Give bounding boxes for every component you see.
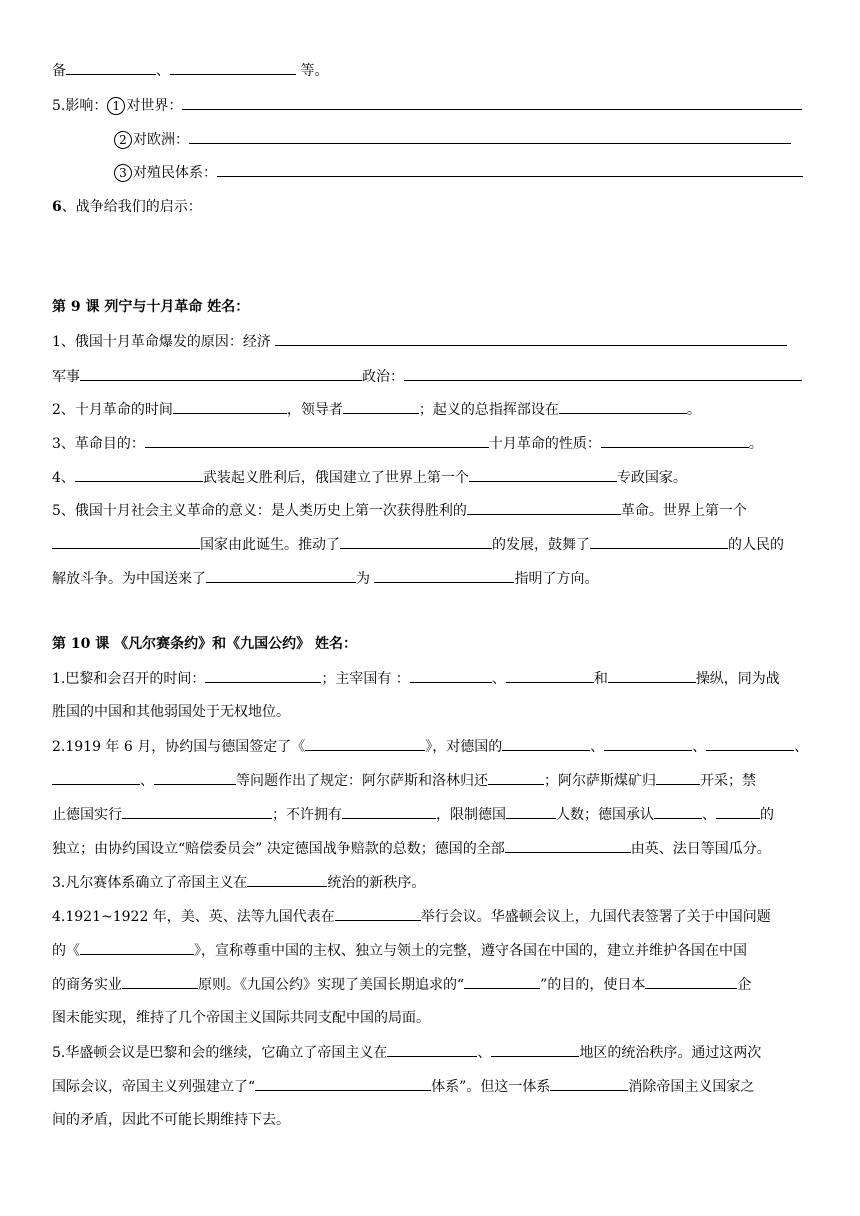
blank[interactable]	[335, 906, 421, 921]
l10-q4c	[52, 974, 812, 995]
blank[interactable]	[80, 940, 194, 955]
blank[interactable]	[404, 366, 802, 381]
text: 、	[140, 773, 154, 789]
lesson9-title: 第 9 课 列宁与十月革命 姓名：	[52, 299, 250, 315]
text: 为	[356, 571, 375, 587]
blank[interactable]	[52, 534, 200, 549]
l10-q1b: 胜国的中国和其他弱国处于无权地位。	[52, 704, 290, 720]
circled-number: 3	[114, 164, 132, 182]
text: 2、十月革命的时间	[52, 402, 173, 418]
blank[interactable]	[491, 1042, 579, 1057]
l10-q2c	[52, 804, 812, 825]
blank[interactable]	[604, 736, 692, 751]
text: 止德国实行	[52, 807, 122, 823]
text: 对欧洲：	[133, 132, 189, 148]
lesson10-title: 第 10 课 《凡尔赛条约》和《九国公约》 姓名：	[52, 636, 357, 652]
text: 原则。《九国公约》实现了美国长期追求的“	[198, 977, 465, 993]
blank[interactable]	[464, 974, 540, 989]
blank[interactable]	[716, 804, 760, 819]
blank[interactable]	[656, 770, 700, 785]
text: 和	[593, 671, 608, 687]
text: 等。	[296, 63, 329, 79]
text: 解放斗争。为中国送来了	[52, 571, 206, 587]
blank[interactable]	[601, 433, 749, 448]
blank[interactable]	[374, 568, 514, 583]
blank[interactable]	[66, 60, 156, 75]
l9-q1b	[52, 366, 812, 387]
blank[interactable]	[189, 129, 791, 144]
text: 。	[748, 436, 763, 452]
blank[interactable]	[170, 60, 296, 75]
blank[interactable]	[182, 95, 802, 110]
text: 、	[702, 807, 716, 823]
text: 1.巴黎和会召开的时间：	[52, 671, 206, 687]
text: 、	[491, 671, 506, 687]
q5-influence-europe	[114, 129, 812, 150]
l10-q4d: 图未能实现，维持了几个帝国主义国际共同支配中国的局面。	[52, 1010, 430, 1026]
text: 6	[52, 199, 62, 215]
l10-q5b	[52, 1076, 812, 1097]
text: 》，对德国的	[425, 739, 503, 755]
blank[interactable]	[145, 433, 489, 448]
text: 、	[477, 1045, 492, 1061]
text: 3.凡尔赛体系确立了帝国主义在	[52, 875, 248, 891]
q5-influence-world	[52, 95, 812, 116]
blank[interactable]	[154, 770, 236, 785]
blank[interactable]	[217, 162, 803, 177]
text: 的商务实业	[52, 977, 122, 993]
text: ；不许拥有	[272, 807, 342, 823]
blank[interactable]	[305, 736, 425, 751]
text: ；起义的总指挥部设在	[418, 402, 559, 418]
blank[interactable]	[387, 1042, 477, 1057]
blank[interactable]	[275, 331, 787, 346]
blank[interactable]	[506, 668, 594, 683]
blank[interactable]	[488, 770, 544, 785]
l9-q1	[52, 331, 812, 352]
text: 体系”。但这一体系	[431, 1079, 551, 1095]
text: 国际会议，帝国主义列强建立了“	[52, 1079, 256, 1095]
text: 、战争给我们的启示：	[61, 199, 202, 215]
circled-number: 1	[107, 97, 125, 115]
l10-q1a	[52, 668, 812, 689]
text: 》，宣称尊重中国的主权、独立与领土的完整，遵守各国在中国的，建立并维护各国在中国	[194, 943, 747, 959]
blank[interactable]	[340, 534, 492, 549]
text: 的发展，鼓舞了	[492, 537, 590, 553]
text: 4.1921~1922 年，美、英、法等九国代表在	[52, 909, 335, 925]
text: 专政国家。	[616, 470, 687, 486]
blank[interactable]	[247, 872, 327, 887]
text: 举行会议。华盛顿会议上，九国代表签署了关于中国问题	[420, 909, 771, 925]
text: 统治的新秩序。	[327, 875, 426, 891]
text: 企	[737, 977, 752, 993]
blank[interactable]	[342, 804, 436, 819]
blank[interactable]	[80, 366, 362, 381]
blank[interactable]	[590, 534, 728, 549]
l9-q5a	[52, 500, 812, 521]
l10-q2d	[52, 838, 812, 859]
text: 3、革命目的：	[52, 436, 145, 452]
blank[interactable]	[467, 500, 621, 515]
l10-q3	[52, 872, 812, 893]
blank[interactable]	[122, 974, 198, 989]
blank[interactable]	[410, 668, 492, 683]
l10-q2b	[52, 770, 812, 791]
text: 2.1919 年 6 月，协约国与德国签定了《	[52, 739, 306, 755]
text: 、	[794, 739, 809, 755]
text: 革命。世界上第一个	[620, 503, 747, 519]
l10-q5a	[52, 1042, 812, 1063]
text: 对殖民体系：	[133, 165, 217, 181]
line-weapons	[52, 60, 812, 81]
text: 、	[156, 63, 170, 79]
blank[interactable]	[75, 467, 203, 482]
text: 独立；由协约国设立“赔偿委员会” 决定德国战争赔款的总数；德国的全部	[52, 841, 505, 857]
blank[interactable]	[205, 668, 321, 683]
text: 、	[692, 739, 707, 755]
blank[interactable]	[173, 399, 287, 414]
text: 开采；禁	[700, 773, 756, 789]
l9-q2	[52, 399, 812, 420]
l10-q2a	[52, 736, 812, 757]
blank[interactable]	[608, 668, 696, 683]
text: 武装起义胜利后，俄国建立了世界上第一个	[202, 470, 469, 486]
text: 的《	[52, 943, 80, 959]
l9-q4	[52, 467, 812, 488]
blank[interactable]	[505, 838, 631, 853]
text: 人数；德国承认	[556, 807, 654, 823]
text: 消除帝国主义国家之	[628, 1079, 755, 1095]
text: 等问题作出了规定：阿尔萨斯和洛林归还	[236, 773, 488, 789]
blank[interactable]	[502, 736, 590, 751]
text: 地区的统治秩序。通过这两次	[579, 1045, 762, 1061]
blank[interactable]	[255, 1076, 431, 1091]
text: ；阿尔萨斯煤矿归	[544, 773, 656, 789]
blank[interactable]	[206, 568, 356, 583]
text: 4、	[52, 470, 75, 486]
text: ”的目的，使日本	[540, 977, 646, 993]
q5-influence-colonial	[114, 162, 812, 183]
text: ，限制德国	[436, 807, 506, 823]
blank[interactable]	[706, 736, 794, 751]
l9-q5b	[52, 534, 812, 555]
text: 5.影响：	[52, 98, 108, 114]
l10-q5c: 间的矛盾，因此不可能长期维持下去。	[52, 1112, 290, 1128]
text: ，领导者	[286, 402, 343, 418]
text: 指明了方向。	[514, 571, 599, 587]
blank[interactable]	[559, 399, 687, 414]
blank[interactable]	[645, 974, 737, 989]
l10-q4b	[52, 940, 812, 961]
blank[interactable]	[122, 804, 272, 819]
text: 操纵，同为战	[695, 671, 780, 687]
text: 备	[52, 63, 66, 79]
text: 5、俄国十月社会主义革命的意义：是人类历史上第一次获得胜利的	[52, 503, 467, 519]
text: 国家由此诞生。推动了	[200, 537, 340, 553]
text: 十月革命的性质：	[488, 436, 601, 452]
blank[interactable]	[550, 1076, 628, 1091]
text: 5.华盛顿会议是巴黎和会的继续，它确立了帝国主义在	[52, 1045, 388, 1061]
l9-q5c	[52, 568, 812, 589]
blank[interactable]	[654, 804, 702, 819]
text: 对世界：	[126, 98, 183, 114]
text: 军事	[52, 369, 80, 385]
q6-lessons	[52, 197, 812, 217]
blank[interactable]	[52, 770, 140, 785]
text: 的人民的	[728, 537, 784, 553]
l10-q4a	[52, 906, 812, 927]
l9-q3	[52, 433, 812, 454]
text: 。	[686, 402, 701, 418]
text: 由英、法日等国瓜分。	[630, 841, 771, 857]
text: 政治：	[362, 369, 404, 385]
circled-number: 2	[114, 131, 132, 149]
text: 、	[590, 739, 605, 755]
blank[interactable]	[469, 467, 617, 482]
text: 1、俄国十月革命爆发的原因：经济	[52, 334, 271, 350]
text: 的	[760, 807, 774, 823]
blank[interactable]	[343, 399, 419, 414]
blank[interactable]	[506, 804, 556, 819]
text: ；主宰国有 ：	[321, 671, 410, 687]
